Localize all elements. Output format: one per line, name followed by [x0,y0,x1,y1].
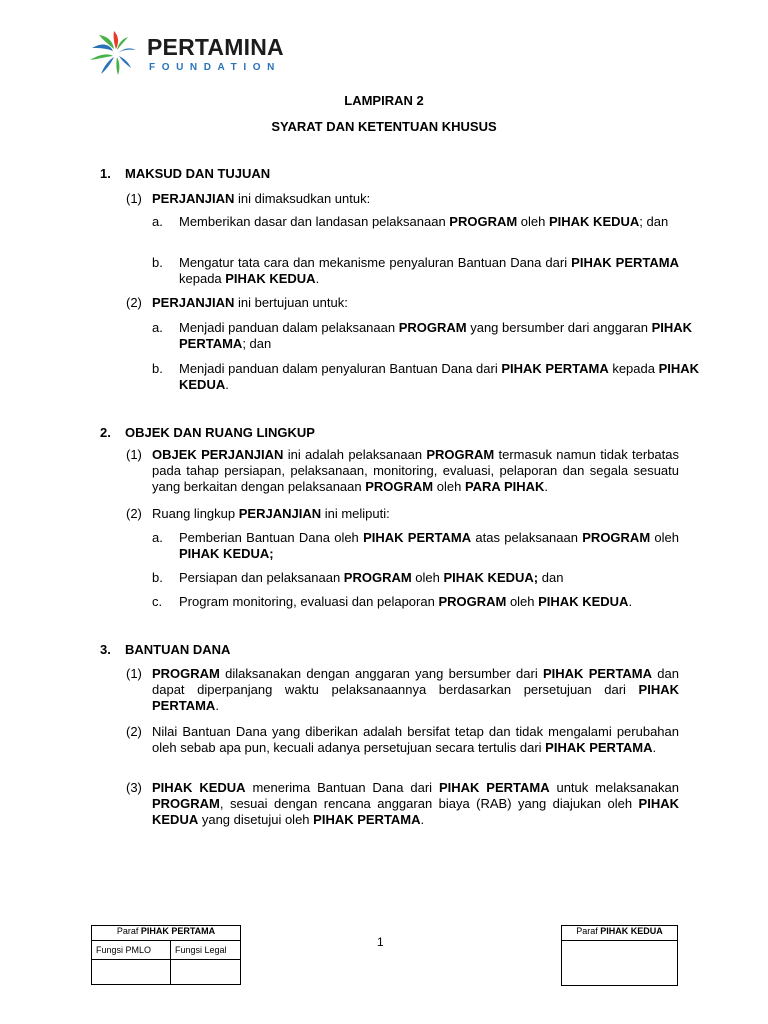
section-number: 1. [100,166,111,181]
item-text: Memberikan dasar dan landasan pelaksanaan [179,214,450,229]
bold-term: PIHAK KEDUA [179,361,700,392]
clause-text: Ruang lingkup [152,506,239,521]
section-heading-2 [100,425,315,441]
bold-term: PARA PIHAK [464,479,545,494]
bold-term: PIHAK KEDUA [538,594,629,609]
bold-term: PIHAK KEDUA [549,214,640,229]
clause-1-1-a [152,214,679,230]
clause-2-2-a [152,530,680,562]
initials-box-title: Paraf PIHAK KEDUA [562,926,678,941]
clause-marker: (2) [126,506,142,521]
clause-text: ini adalah pelaksanaan [283,447,427,462]
item-letter: a. [152,320,163,335]
clause-text: menerima Bantuan Dana dari [245,780,439,795]
item-text: Program monitoring, evaluasi dan pelaporan [179,594,439,609]
item-text: ; dan [639,214,669,229]
item-text: . [628,594,633,609]
bold-term: PIHAK PERTAMA [363,530,472,545]
item-text: . [315,271,320,286]
bold-term: PIHAK KEDUA [152,796,679,827]
section-heading-1 [100,166,271,182]
item-text: . [225,377,229,392]
signature-cell[interactable] [562,941,678,986]
bold-term: PROGRAM [426,447,495,462]
item-text: atas pelaksanaan [471,530,583,545]
bold-term: PIHAK PERTAMA [179,320,693,351]
item-letter: a. [152,530,163,545]
signature-cell[interactable] [171,960,241,985]
bold-term: PIHAK PERTAMA [545,740,653,755]
clause-text: ini dimaksudkan untuk: [234,191,371,206]
item-text: Pemberian Bantuan Dana oleh [179,530,364,545]
bold-term: PROGRAM [582,530,651,545]
bold-term: PROGRAM [398,320,467,335]
clause-1-1-b [152,255,679,287]
bold-term: PROGRAM [343,570,412,585]
item-text: ; dan [242,336,272,351]
bold-term: PIHAK KEDUA [225,271,316,286]
item-letter: b. [152,361,163,376]
logo-subtitle: FOUNDATION [149,62,281,73]
item-text: yang bersumber dari anggaran [466,320,652,335]
clause-text: yang disetujui oleh [198,812,314,827]
clause-marker: (3) [126,780,142,795]
clause-text: dilaksanakan dengan anggaran yang bersumber dari [219,666,543,681]
clause-3-1 [126,666,679,714]
logo-mark-icon [86,26,142,82]
page-title: SYARAT DAN KETENTUAN KHUSUS [271,119,497,134]
item-letter: a. [152,214,163,229]
pertamina-foundation-logo [86,26,286,82]
bold-term: PIHAK KEDUA; [443,570,539,585]
clause-text: . [215,698,219,713]
section-title: OBJEK DAN RUANG LINGKUP [125,425,315,440]
clause-1-2 [126,295,679,311]
clause-text: ini meliputi: [321,506,390,521]
page-number: 1 [377,935,384,949]
item-text: dan [538,570,564,585]
clause-text: oleh [433,479,465,494]
initials-box-pihak-pertama [91,925,241,985]
item-text: Persiapan dan pelaksanaan [179,570,344,585]
bold-term: PIHAK PERTAMA [313,812,421,827]
fungsi-legal-label: Fungsi Legal [171,941,241,960]
clause-3-3 [126,780,679,828]
section-number: 3. [100,642,111,657]
section-title: BANTUAN DANA [125,642,231,657]
clause-1-1 [126,191,679,207]
item-text: Menjadi panduan dalam penyaluran Bantuan Dana dari [179,361,502,376]
clause-text: ini bertujuan untuk: [234,295,348,310]
clause-text: untuk melaksanakan [549,780,679,795]
clause-1-2-a [152,320,693,352]
clause-marker: (1) [126,447,142,462]
bold-term: PROGRAM [152,796,220,811]
initials-box-title: Paraf PIHAK PERTAMA [92,926,241,941]
bold-term: OBJEK PERJANJIAN [152,447,284,462]
item-text: oleh [411,570,444,585]
item-letter: c. [152,594,163,609]
clause-3-2 [126,724,679,756]
bold-term: PERJANJIAN [238,506,322,521]
bold-term: PROGRAM [449,214,518,229]
lampiran-label: LAMPIRAN 2 [344,93,424,108]
bold-term: PIHAK PERTAMA [152,682,679,713]
bold-term: PROGRAM [365,479,434,494]
item-letter: b. [152,570,163,585]
clause-2-2 [126,506,679,522]
section-number: 2. [100,425,111,440]
bold-term: PROGRAM [152,666,220,681]
item-text: Menjadi panduan dalam pelaksanaan [179,320,399,335]
clause-2-1 [126,447,679,495]
signature-cell[interactable] [92,960,171,985]
initials-box-pihak-kedua [561,925,678,986]
clause-marker: (1) [126,191,142,206]
item-text: kepada [179,271,226,286]
clause-text: Nilai Bantuan Dana yang diberikan adalah bersifat tetap dan tidak mengalami perubahan oleh sebab apa pun, kecuali adanya persetujuan secara tertulis dari [152,724,679,755]
item-text: kepada [608,361,659,376]
bold-term: PIHAK PERTAMA [501,361,609,376]
item-text: oleh [517,214,549,229]
clause-text: , sesuai dengan rencana anggaran biaya (RAB) yang diajukan oleh [219,796,639,811]
bold-term: PIHAK KEDUA [152,780,246,795]
clause-text: termasuk namun tidak terbatas pada tahap persiapan, pelaksanaan, monitoring, evaluasi, pelaporan dan segala sesuatu yang berkaitan dengan pelaksanaan [152,447,679,494]
bold-term: PIHAK KEDUA; [179,546,274,561]
bold-term: PIHAK PERTAMA [438,780,550,795]
logo-wordmark: PERTAMINA [147,34,284,60]
item-letter: b. [152,255,163,270]
clause-text: . [420,812,425,827]
section-title: MAKSUD DAN TUJUAN [125,166,271,181]
clause-1-2-b [152,361,700,393]
clause-marker: (2) [126,724,142,739]
clause-text: . [544,479,549,494]
clause-2-2-c [152,594,679,610]
clause-2-2-b [152,570,679,586]
bold-term: PIHAK PERTAMA [543,666,653,681]
item-text: oleh [650,530,680,545]
item-text: Mengatur tata cara dan mekanisme penyaluran Bantuan Dana dari [179,255,572,270]
item-text: oleh [506,594,539,609]
bold-term: PROGRAM [438,594,507,609]
bold-term: PIHAK PERTAMA [571,255,679,270]
clause-text: . [652,740,657,755]
bold-term: PERJANJIAN [152,191,235,206]
clause-marker: (1) [126,666,142,681]
fungsi-pmlo-label: Fungsi PMLO [92,941,171,960]
clause-text: dan dapat diperpanjang waktu pelaksanaannya berdasarkan persetujuan dari [152,666,679,697]
bold-term: PERJANJIAN [152,295,235,310]
clause-marker: (2) [126,295,142,310]
section-heading-3 [100,642,231,658]
